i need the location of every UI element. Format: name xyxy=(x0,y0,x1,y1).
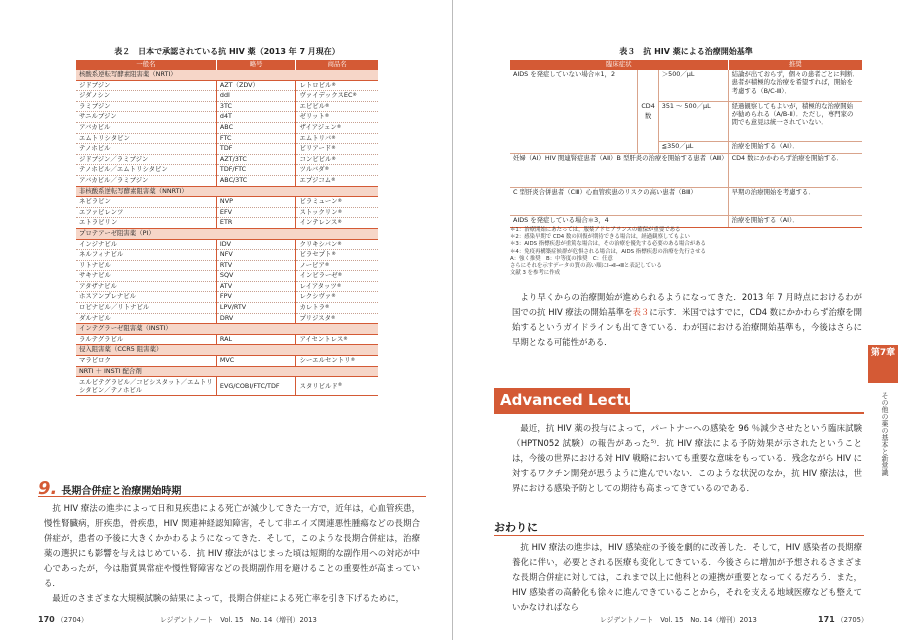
table2-abbr-cell xyxy=(216,260,296,271)
table2-header-name: 一般名 xyxy=(76,60,216,70)
table2-name-cell xyxy=(76,175,216,186)
registered-mark: ® xyxy=(337,273,343,279)
table2-cell-abbr: ABC xyxy=(219,122,234,131)
table2-brand-cell xyxy=(296,250,378,261)
note-6: さらにそれを示すデータの質の高い順にⅠ→Ⅱ→Ⅲと表記している xyxy=(510,263,662,270)
right-top-text-b: に示す．米国ではすでに，CD4 数にかかわらず治療を開始するというガイドラインも出てきている．わが国における治療開始基準も，今後はさらに早期となる可能性がある． xyxy=(512,307,863,347)
table2-group-row xyxy=(76,186,378,197)
table2-group-label: 核酸系逆転写酵素阻害薬（NRTI） xyxy=(76,70,378,80)
table3-notes xyxy=(510,227,706,277)
table2-row xyxy=(76,271,378,282)
table2-cell-brand: ビラミューン xyxy=(299,197,338,206)
table2-brand-cell xyxy=(296,197,378,208)
table2-cell-brand: レクシヴァ xyxy=(299,292,332,301)
table2-abbr-cell xyxy=(216,271,296,282)
registered-mark: ® xyxy=(337,241,342,247)
table3-rec-3: 治療を開始する（AⅠ）． xyxy=(728,141,862,153)
registered-mark: ® xyxy=(331,156,336,162)
table2-row xyxy=(76,250,378,261)
table2-cell-brand: インビラーゼ xyxy=(299,271,338,280)
table2-name-cell xyxy=(76,334,216,345)
table2-row xyxy=(76,122,378,133)
table2-row xyxy=(76,281,378,292)
table2-cell-brand: ビラセプト xyxy=(299,250,332,259)
table2-abbr-cell xyxy=(216,281,296,292)
chapter-tab[interactable]: 第7章 xyxy=(868,345,898,383)
table2-cell-abbr: NVP xyxy=(219,197,233,206)
note-1: ＊1：治療開始にあたっては，服薬アドヒアランスの確保が重要である xyxy=(510,227,681,233)
table2-name-cell xyxy=(76,218,216,229)
table2-abbr-cell xyxy=(216,292,296,303)
table2-brand-cell xyxy=(296,303,378,314)
registered-mark: ® xyxy=(336,124,342,130)
table2-cell-name: エトラビリン xyxy=(79,218,118,227)
table2-abbr-cell xyxy=(216,239,296,250)
table2-cell-name: ダルナビル xyxy=(79,313,111,322)
right-top-text-a: より早くからの治療開始が進められるようになってきた．2013 年 7 月時点におけるわが国での抗 HIV 療法の開始基準を xyxy=(512,292,862,317)
table2-abbr-cell xyxy=(216,133,296,144)
owari-rule xyxy=(494,535,864,536)
table2-cell-abbr: IDV xyxy=(219,239,231,248)
table2-cell-brand: スタリビルド xyxy=(299,381,338,390)
table2-cell-abbr: ETR xyxy=(219,218,233,227)
table2-header-brand: 商品名 xyxy=(296,60,378,70)
table2-name-cell xyxy=(76,133,216,144)
table3-range-2: 351 〜 500／μL xyxy=(658,101,728,141)
table2-cell-name: ラミブジン xyxy=(79,101,111,110)
table2-brand-cell xyxy=(296,218,378,229)
table2-cell-abbr: AZT（ZDV） xyxy=(219,80,259,89)
table2-row xyxy=(76,313,378,324)
registered-mark: ® xyxy=(331,294,336,300)
table3-cond1: 妊婦（AⅠ）HIV 関連腎症患者（AⅡ）B 型肝炎の治療を開始する患者（AⅢ） xyxy=(510,153,728,187)
table3-no-aids-label: AIDS を発症していない場合＊1，2 xyxy=(513,70,616,78)
table2-cell-name: エムトリシタビン xyxy=(79,133,130,142)
table2-name-cell xyxy=(76,250,216,261)
table2-brand-cell xyxy=(296,292,378,303)
table3-rec-2: 経過観察してもよいが，積極的な治療開始が勧められる（A/B-Ⅱ）．ただし，専門家の間でも意見は統一されていない． xyxy=(728,101,862,141)
registered-mark: ® xyxy=(331,252,336,258)
table2-row xyxy=(76,197,378,208)
table2-brand-cell xyxy=(296,144,378,155)
table3-range-1: ＞500／μL xyxy=(658,70,728,101)
table2-row xyxy=(76,112,378,123)
table2-name-cell xyxy=(76,292,216,303)
table2-cell-name: ラルテグラビル xyxy=(79,334,124,343)
table2-cell-name: アバカビル xyxy=(79,122,111,131)
registered-mark: ® xyxy=(343,336,348,342)
advanced-lecture-rule xyxy=(494,412,864,414)
table2-group-row xyxy=(76,324,378,335)
table2-cell-abbr: LPV/RTV xyxy=(219,303,247,312)
table2-header-abbr: 略号 xyxy=(216,60,296,70)
table2-row xyxy=(76,260,378,271)
note-7: 文献 3 を参考に作成 xyxy=(510,270,560,277)
table2-group-label: 侵入阻害薬（CCR5 阻害薬） xyxy=(76,345,378,356)
table2-name-cell xyxy=(76,80,216,91)
registered-mark: ® xyxy=(324,262,330,268)
table3-cond2-rec: 早期の治療開始を考慮する． xyxy=(728,187,862,215)
table2-brand-cell xyxy=(296,377,378,396)
advanced-lecture-text: 最近，抗 HIV 薬の投与によって，パートナーへの感染を 96 ％減少させたという臨床試験（HPTN052 試験）の報告があった⁵⁾．抗 HIV 療法による予防効果が示されたということは，今後の世界における対 HIV 戦略においても重要な意味をもっている．残念ながら HIV に対するワクチン開発が思うように進んでいない．このような状況のなか，抗 HIV 療法は，世界における感染予防としての期待も高まってきているのである． xyxy=(512,423,862,493)
table2-name-cell xyxy=(76,303,216,314)
table2-abbr-cell xyxy=(216,101,296,112)
table2-name-cell xyxy=(76,281,216,292)
registered-mark: ® xyxy=(352,93,357,99)
table2-cell-name: ネビラピン xyxy=(79,197,111,206)
table2-brand-cell xyxy=(296,281,378,292)
table2-abbr-cell xyxy=(216,144,296,155)
table2-cell-abbr: ABC/3TC xyxy=(219,175,248,184)
right-journal: レジデントノート Vol. 15 No. 14（増刊）2013 xyxy=(600,616,757,624)
table3-cond1-rec: CD4 数にかかわらず治療を開始する． xyxy=(728,153,862,187)
registered-mark: ® xyxy=(324,114,330,120)
section-underline xyxy=(38,496,426,497)
table2-cell-abbr: RAL xyxy=(219,334,233,343)
table2-name-cell xyxy=(76,239,216,250)
table2-cell-brand: レイアタッツ xyxy=(299,281,337,290)
section-number: 9. xyxy=(38,478,58,499)
table2-name-cell xyxy=(76,122,216,133)
registered-mark: ® xyxy=(324,167,330,173)
registered-mark: ® xyxy=(337,209,343,215)
table2-row xyxy=(76,80,378,91)
table2-name-cell xyxy=(76,165,216,176)
table2-abbr-cell xyxy=(216,80,296,91)
table3-header-recommend: 推奨 xyxy=(728,60,862,70)
registered-mark: ® xyxy=(331,82,336,88)
table2-cell-abbr: RTV xyxy=(219,260,233,269)
table2-cell-name: アタザナビル xyxy=(79,281,117,290)
registered-mark: ® xyxy=(331,135,336,141)
registered-mark: ® xyxy=(337,220,342,226)
left-page-number: 170 xyxy=(38,615,55,624)
table2-abbr-cell xyxy=(216,165,296,176)
owari-text: 抗 HIV 療法の進歩は，HIV 感染症の予後を劇的に改善した．そして，HIV 感染者の長期療養化に伴い，必要とされる医療も変化してきている．今後さらに増加が予想されるさまざまな長期合併症に対しては，これまで以上に他科との連携が重要となってくるだろう．また，HIV 感染者の高齢化も徐々に進んできていることから，それを支える地域医療なども整えていかなければなら xyxy=(512,542,862,612)
table3-caption: 表３ 抗 HIV 薬による治療開始基準 xyxy=(619,47,753,56)
table2-brand-cell xyxy=(296,122,378,133)
table2-abbr-cell xyxy=(216,303,296,314)
table2-brand-cell xyxy=(296,207,378,218)
table2-abbr-cell xyxy=(216,175,296,186)
table2-name-cell xyxy=(76,207,216,218)
table2-row xyxy=(76,91,378,102)
table2-cell-abbr: AZT/3TC xyxy=(219,154,247,163)
table2-brand-cell xyxy=(296,260,378,271)
table2-group-label: NRTI ＋ INSTI 配合剤 xyxy=(76,366,378,377)
table2-cell-brand: ザイアジェン xyxy=(299,122,337,131)
registered-mark: ® xyxy=(330,315,336,321)
table2-brand-cell xyxy=(296,101,378,112)
table3-range-3: ≦350／μL xyxy=(658,141,728,153)
table2-cell-brand: ゼリット xyxy=(299,112,325,121)
table2-cell-abbr: FPV xyxy=(219,292,232,301)
table2-cell-brand: カレトラ xyxy=(299,303,325,312)
table3-reference-link[interactable]: 表３ xyxy=(632,307,650,317)
table2-row xyxy=(76,334,378,345)
table2-cell-brand: ツルバダ xyxy=(299,165,325,174)
table2-cell-abbr: DRV xyxy=(219,313,234,322)
table2-abbr-cell xyxy=(216,154,296,165)
table2-brand-cell xyxy=(296,239,378,250)
table2-abbr-cell xyxy=(216,112,296,123)
advanced-lecture-body xyxy=(512,421,862,496)
table2-cell-name: テノホビル xyxy=(79,144,111,153)
table3-header-clinical: 臨床症状 xyxy=(510,60,728,70)
table2-name-cell xyxy=(76,154,216,165)
table2-abbr-cell xyxy=(216,122,296,133)
table2-cell-abbr: SQV xyxy=(219,271,234,280)
table2-caption: 表２ 日本で承認されている抗 HIV 薬（2013 年 7 月現在） xyxy=(114,47,340,56)
table2-cell-name: ロピナビル／リトナビル xyxy=(79,303,150,312)
table2-cell-name: インジナビル xyxy=(79,239,118,248)
table2-row xyxy=(76,239,378,250)
table2-cell-abbr: FTC xyxy=(219,133,232,142)
note-4: ＊4：免疫再構築症候群が危惧される場合は，AIDS 指標疾患の治療を先行させる xyxy=(510,248,706,255)
table2-abbr-cell xyxy=(216,207,296,218)
table2-name-cell xyxy=(76,271,216,282)
registered-mark: ® xyxy=(337,199,343,205)
table2-cell-brand: エプジコム xyxy=(299,175,332,184)
left-journal: レジデントノート Vol. 15 No. 14（増刊）2013 xyxy=(160,616,317,624)
table2-cell-brand: コンビビル xyxy=(299,154,332,163)
table2-row xyxy=(76,175,378,186)
table2-abbr-cell xyxy=(216,250,296,261)
table2-cell-name: サキナビル xyxy=(79,271,111,280)
chapter-side-title: その他の薬の基本と新常識 xyxy=(881,392,889,476)
table2 xyxy=(76,60,378,396)
table2-cell-name: アバカビル／ラミブジン xyxy=(79,175,149,184)
table2-brand-cell xyxy=(296,313,378,324)
table2-abbr-cell xyxy=(216,377,296,396)
table2-cell-name: ジドブジン xyxy=(79,80,111,89)
table2-group-row xyxy=(76,228,378,239)
table2-cell-abbr: TDF/FTC xyxy=(219,165,247,174)
table2-cell-name: エファビレンツ xyxy=(79,207,124,216)
table2-brand-cell xyxy=(296,334,378,345)
advanced-lecture-header xyxy=(494,388,864,414)
table2-cell-name: テノホビル／エムトリシタビン xyxy=(79,165,168,174)
table2-cell-brand: アイセントレス xyxy=(299,334,344,343)
left-footer xyxy=(38,614,88,624)
right-page-sub: （2705） xyxy=(836,616,868,624)
section-9-paragraph-1: 抗 HIV 療法の進歩によって日和見疾患による死亡が減少してきた一方で，近年は，心血管疾患，慢性腎臓病，肝疾患，骨疾患，HIV 関連神経認知障害，そして非エイズ関連悪性腫瘍などの長期合併症が，患者の予後に大きくかかわるようになってきた．そして，このような長期合併症は，治療薬の選択にも影響を与えはじめている．抗 HIV 療法がはじまった頃は短期的な副作用への対応が中心であったが，今は脂質異常症や慢性腎障害などの長期副作用を避けることの重要性が高まっている． xyxy=(44,503,420,588)
table2-brand-cell xyxy=(296,80,378,91)
table2-name-cell xyxy=(76,260,216,271)
table2-cell-abbr: TDF xyxy=(219,144,233,153)
table2-body xyxy=(76,70,378,396)
table2-group-row xyxy=(76,366,378,377)
table2-cell-name: サニルブジン xyxy=(79,112,117,121)
registered-mark: ® xyxy=(331,177,336,183)
right-footer xyxy=(818,614,868,624)
table2-row xyxy=(76,101,378,112)
table2-name-cell xyxy=(76,313,216,324)
table2-name-cell xyxy=(76,112,216,123)
section-9-paragraph-2: 最近のさまざまな大規模試験の結果によって，長期合併症による死亡率を引き下げるために， xyxy=(52,593,404,603)
table2-brand-cell xyxy=(296,271,378,282)
table2-cell-abbr: ATV xyxy=(219,281,233,290)
registered-mark: ® xyxy=(336,283,342,289)
table2-brand-cell xyxy=(296,356,378,367)
table2-group-label: インテグラーゼ阻害薬（INSTI） xyxy=(76,324,378,335)
table2-row xyxy=(76,207,378,218)
table2-cell-brand: インテレンス xyxy=(299,218,338,227)
registered-mark: ® xyxy=(325,103,330,109)
table2-row xyxy=(76,292,378,303)
owari-title: おわりに xyxy=(494,521,538,534)
table2-cell-name: ジダノシン xyxy=(79,91,111,100)
table2-row xyxy=(76,165,378,176)
owari-body xyxy=(512,540,862,615)
table2-group-row xyxy=(76,70,378,80)
table2-cell-abbr: EVG/COBI/FTC/TDF xyxy=(219,381,280,390)
table2-cell-abbr: 3TC xyxy=(219,101,232,110)
table2-group-label: 非核酸系逆転写酵素阻害薬（NNRTI） xyxy=(76,186,378,197)
table2-name-cell xyxy=(76,101,216,112)
table2-brand-cell xyxy=(296,133,378,144)
right-page-number: 171 xyxy=(818,615,835,624)
registered-mark: ® xyxy=(350,358,356,364)
table3-cond2: C 型肝炎合併患者（CⅢ）心血管疾患のリスクの高い患者（BⅢ） xyxy=(510,187,728,215)
table2-cell-abbr: EFV xyxy=(219,207,233,216)
table3 xyxy=(510,60,862,228)
table2-cell-name: ホスアンプレナビル xyxy=(79,292,137,301)
table2-cell-brand: ビリアード xyxy=(299,144,332,153)
table2-cell-name: マラビロク xyxy=(79,356,111,365)
table2-brand-cell xyxy=(296,91,378,102)
table2-group-label: プロテアーゼ阻害薬（PI） xyxy=(76,228,378,239)
table2-abbr-cell xyxy=(216,197,296,208)
note-2: ＊2：感染早期で CD4 数の回復が期待できる場合は，経過観察してもよい xyxy=(510,234,690,241)
note-5: A：強く推奨 B：中等度の推奨 C：任意 xyxy=(510,255,613,262)
table2-cell-name: エルビテグラビル／コビシスタット／エムトリシタビン／テノホビル xyxy=(79,377,213,395)
section-title: 長期合併症と治療開始時期 xyxy=(61,486,182,497)
table2-row xyxy=(76,154,378,165)
table2-brand-cell xyxy=(296,154,378,165)
table2-name-cell xyxy=(76,197,216,208)
registered-mark: ® xyxy=(331,146,336,152)
table2-row xyxy=(76,133,378,144)
section-9-body xyxy=(44,501,420,606)
table2-row xyxy=(76,218,378,229)
right-top-paragraph xyxy=(512,290,862,350)
table2-brand-cell xyxy=(296,165,378,176)
table2-cell-brand: ノービア xyxy=(299,260,325,269)
table2-cell-name: リトナビル xyxy=(79,260,111,269)
table2-cell-brand: プリジスタ xyxy=(299,313,331,322)
table2-cell-abbr: MVC xyxy=(219,356,235,365)
table2-abbr-cell xyxy=(216,334,296,345)
table2-brand-cell xyxy=(296,175,378,186)
table2-cell-brand: クリキシバン xyxy=(299,239,338,248)
left-page-sub: （2704） xyxy=(56,616,88,624)
table2-cell-abbr: ddI xyxy=(219,91,230,100)
table2-abbr-cell xyxy=(216,356,296,367)
table2-cell-abbr: d4T xyxy=(219,112,232,121)
table2-cell-name: ネルフィナビル xyxy=(79,250,124,259)
registered-mark: ® xyxy=(325,305,330,311)
table2-row xyxy=(76,377,378,396)
table2-row xyxy=(76,303,378,314)
table2-name-cell xyxy=(76,144,216,155)
table2-cell-brand: レトロビル xyxy=(299,80,332,89)
table2-abbr-cell xyxy=(216,313,296,324)
table3-aids: AIDS を発症している場合＊3，4 xyxy=(510,215,728,227)
table3-rec-1: 結論が出ておらず，個々の患者ごとに判断．患者が積極的な治療を希望すれば，開始を考慮する（B/C-Ⅲ）． xyxy=(728,70,862,101)
table2-cell-abbr: NFV xyxy=(219,250,233,259)
table2-abbr-cell xyxy=(216,218,296,229)
table2-abbr-cell xyxy=(216,91,296,102)
registered-mark: ® xyxy=(337,382,343,388)
table3-no-aids-cell xyxy=(510,70,638,153)
table2-row xyxy=(76,144,378,155)
table2-cell-brand: ストックリン xyxy=(299,207,338,216)
table2-name-cell xyxy=(76,91,216,102)
table2-row xyxy=(76,356,378,367)
table2-cell-brand: シーエルセントリ xyxy=(299,356,351,365)
table2-name-cell xyxy=(76,377,216,396)
table2-name-cell xyxy=(76,356,216,367)
table2-cell-name: ジドブジン／ラミブジン xyxy=(79,154,149,163)
table2-cell-brand: ヴァイデックスEC xyxy=(299,91,353,100)
table2-cell-brand: エピビル xyxy=(299,101,325,110)
table2-brand-cell xyxy=(296,112,378,123)
table2-cell-brand: エムトリバ xyxy=(299,133,332,142)
table2-group-row xyxy=(76,345,378,356)
table3-aids-rec: 治療を開始する（AⅠ）． xyxy=(728,215,862,227)
advanced-lecture-title: Advanced Lecture xyxy=(500,391,652,409)
note-3: ＊3：AIDS 指標疾患が重篤な場合は，その治療を優先する必要のある場合がある xyxy=(510,241,706,248)
table3-cd4-label: CD4数 xyxy=(638,70,658,153)
